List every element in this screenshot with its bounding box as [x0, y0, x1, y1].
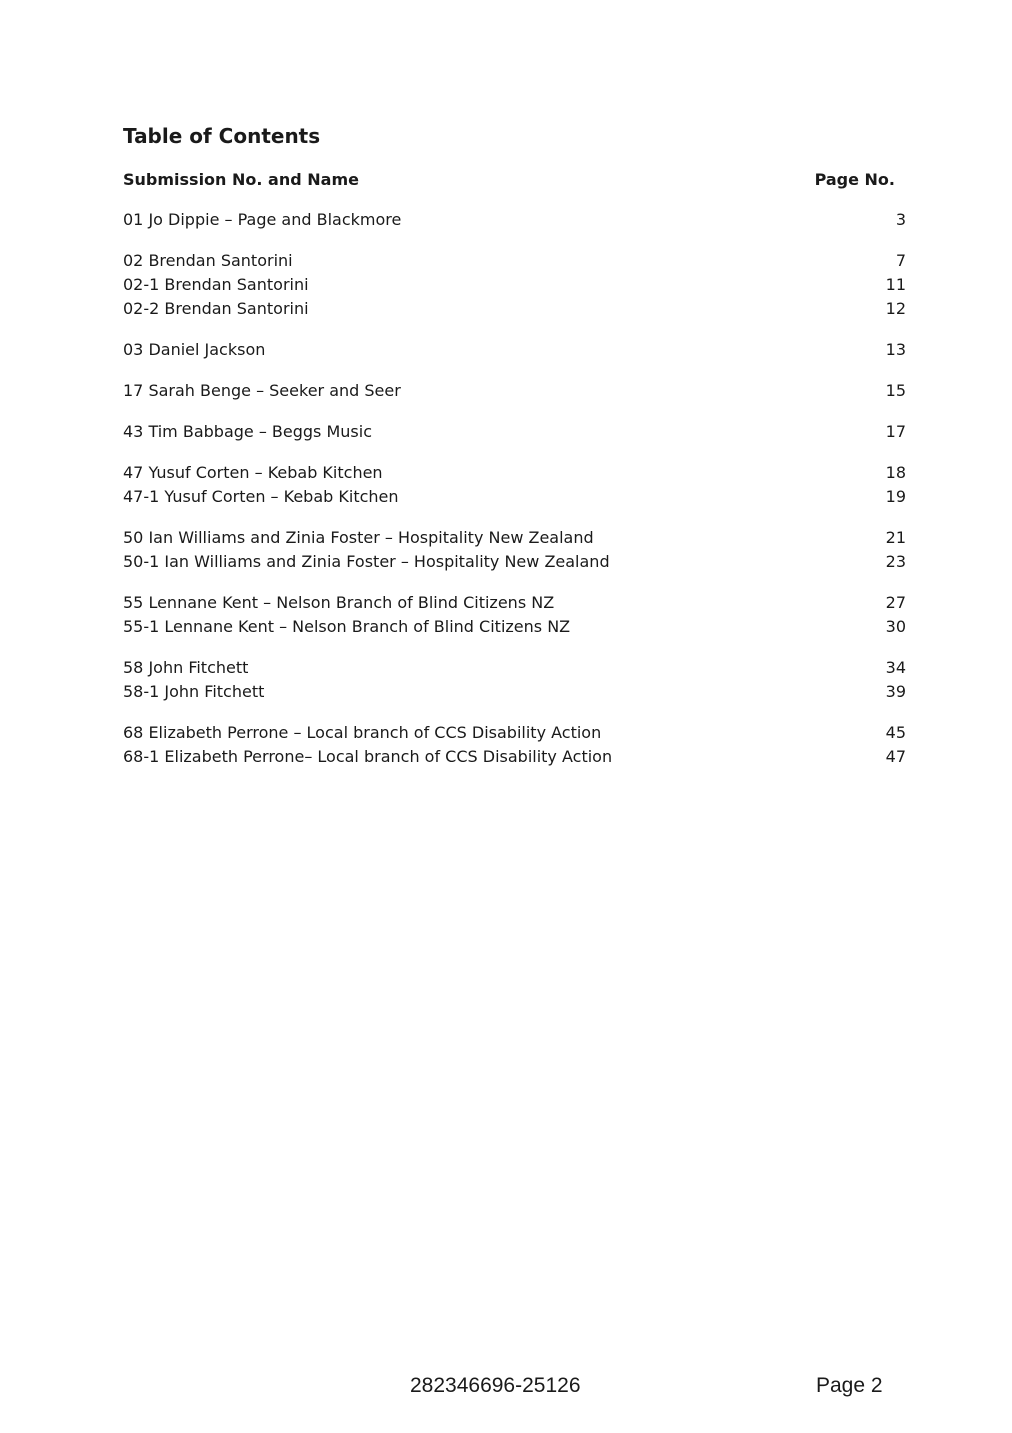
toc-group: [123, 461, 906, 509]
toc-entry-page-number: 30: [885, 617, 906, 636]
toc-group: [123, 338, 906, 362]
toc-entry-page-number: 13: [885, 340, 906, 359]
toc-entry-name: 43 Tim Babbage – Beggs Music: [123, 422, 372, 441]
toc-entry[interactable]: [123, 208, 906, 232]
toc-entry-page-number: 23: [885, 552, 906, 571]
toc-entry-name: 47-1 Yusuf Corten – Kebab Kitchen: [123, 487, 399, 506]
toc-entry-name: 03 Daniel Jackson: [123, 340, 266, 359]
toc-entry-name: 02-1 Brendan Santorini: [123, 275, 309, 294]
toc-entry[interactable]: [123, 526, 906, 550]
toc-entry[interactable]: [123, 721, 906, 745]
toc-entry-name: 02 Brendan Santorini: [123, 251, 293, 270]
toc-entry[interactable]: [123, 379, 906, 403]
toc-entry-page-number: 45: [885, 723, 906, 742]
toc-entry[interactable]: [123, 420, 906, 444]
toc-entry-name: 55-1 Lennane Kent – Nelson Branch of Blind Citizens NZ: [123, 617, 571, 636]
toc-entry-name: 50-1 Ian Williams and Zinia Foster – Hospitality New Zealand: [123, 552, 610, 571]
toc-entry[interactable]: [123, 550, 906, 574]
toc-entry-page-number: 47: [885, 747, 906, 766]
toc-entry-name: 01 Jo Dippie – Page and Blackmore: [123, 210, 402, 229]
toc-group: [123, 379, 906, 403]
toc-entry[interactable]: [123, 591, 906, 615]
toc-entry-page-number: 12: [885, 299, 906, 318]
toc-group: [123, 526, 906, 574]
toc-entry-page-number: 7: [895, 251, 906, 270]
toc-group: [123, 249, 906, 321]
toc-entry-name: 55 Lennane Kent – Nelson Branch of Blind Citizens NZ: [123, 593, 555, 612]
toc-entry[interactable]: [123, 273, 906, 297]
toc-entry[interactable]: [123, 297, 906, 321]
toc-entry-page-number: 11: [885, 275, 906, 294]
toc-entry-page-number: 39: [885, 682, 906, 701]
toc-entry-page-number: 19: [885, 487, 906, 506]
toc-entry-page-number: 15: [885, 381, 906, 400]
toc-entry-page-number: 27: [885, 593, 906, 612]
toc-entry-name: 68 Elizabeth Perrone – Local branch of CCS Disability Action: [123, 723, 602, 742]
toc-entry-name: 17 Sarah Benge – Seeker and Seer: [123, 381, 401, 400]
toc-entry[interactable]: [123, 249, 906, 273]
toc-group: [123, 656, 906, 704]
header-submission-name: Submission No. and Name: [123, 170, 359, 189]
toc-entry-page-number: 21: [885, 528, 906, 547]
toc-entry[interactable]: [123, 338, 906, 362]
toc-entry-name: 47 Yusuf Corten – Kebab Kitchen: [123, 463, 383, 482]
toc-entry-page-number: 18: [885, 463, 906, 482]
toc-entry[interactable]: [123, 680, 906, 704]
toc-entry-page-number: 34: [885, 658, 906, 677]
toc-entry-name: 68-1 Elizabeth Perrone– Local branch of CCS Disability Action: [123, 747, 613, 766]
toc-entry[interactable]: [123, 485, 906, 509]
toc-entry-name: 02-2 Brendan Santorini: [123, 299, 309, 318]
toc-entry-page-number: 3: [895, 210, 906, 229]
header-page-number: Page No.: [814, 170, 895, 189]
toc-group: [123, 208, 906, 232]
toc-entry-page-number: 17: [885, 422, 906, 441]
toc-entry-name: 58 John Fitchett: [123, 658, 249, 677]
toc-group: [123, 591, 906, 639]
toc-group: [123, 420, 906, 444]
toc-entry[interactable]: [123, 615, 906, 639]
toc-entry-name: 50 Ian Williams and Zinia Foster – Hospitality New Zealand: [123, 528, 594, 547]
toc-entry[interactable]: [123, 745, 906, 769]
toc-entry-name: 58-1 John Fitchett: [123, 682, 265, 701]
footer-page-number: Page 2: [816, 1374, 883, 1397]
toc-group: [123, 721, 906, 769]
footer-document-reference: 282346696-25126: [410, 1374, 581, 1397]
toc-list: [123, 208, 906, 786]
toc-entry[interactable]: [123, 461, 906, 485]
column-headers: [123, 168, 895, 192]
toc-entry[interactable]: [123, 656, 906, 680]
page-title: Table of Contents: [123, 124, 321, 148]
